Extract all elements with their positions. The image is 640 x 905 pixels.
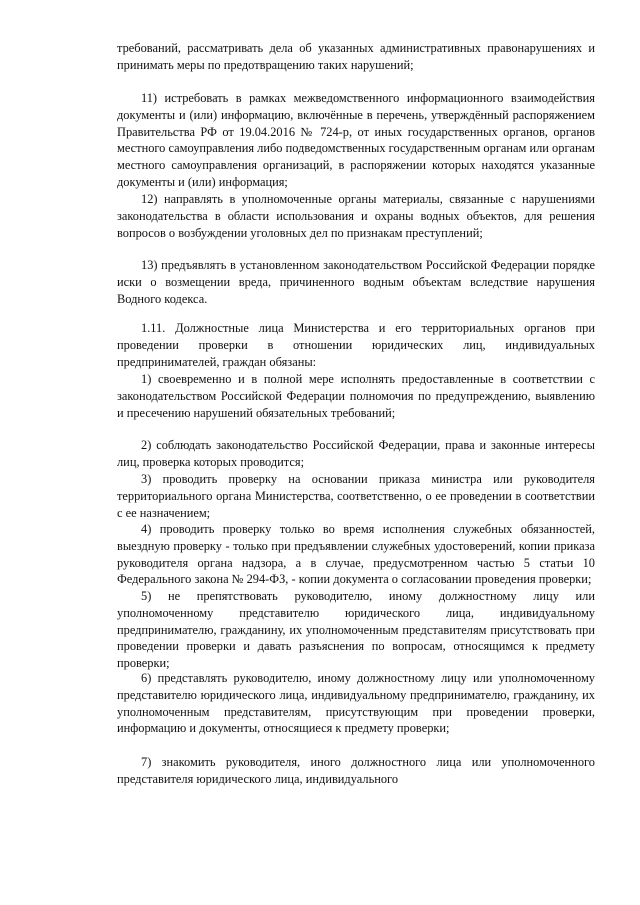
paragraph-duty-5: 5) не препятствовать руководителю, иному должностному лицу или уполномоченному представителю юридического лица, индивидуальному предпринимателю, гражданину, их уполномоченным представителям присутствовать при проведении проверки и давать разъяснения по вопросам, относящимся к предмету проверки; <box>117 589 595 671</box>
paragraph-duty-1: 1) своевременно и в полной мере исполнять предоставленные в соответствии с законодательством Российской Федерации полномочия по предупреждению, выявлению и пресечению нарушений обязательных требований; <box>117 372 595 420</box>
paragraph-duty-3: 3) проводить проверку на основании приказа министра или руководителя территориального органа Министерства, соответственно, о ее проведении в соответствии с ее назначением; <box>117 472 595 520</box>
paragraph-item-12: 12) направлять в уполномоченные органы материалы, связанные с нарушениями законодательства в области использования и охраны водных объектов, для решения вопросов о возбуждении уголовных дел по признакам преступлений; <box>117 192 595 240</box>
paragraph-item-11: 11) истребовать в рамках межведомственного информационного взаимодействия документы и (или) информацию, включённые в перечень, утверждённый распоряжением Правительства РФ от 19.04.2016 № 724-р, от иных государственных органов, органов местного самоуправления либо подведомственных государственным органам или органам местного самоуправления организаций, в распоряжении которых находятся указанные документы и (или) информация; <box>117 91 595 189</box>
paragraph-duty-6: 6) представлять руководителю, иному должностному лицу или уполномоченному представителю юридического лица, индивидуальному предпринимателю, гражданину, их уполномоченным представителям, присутствующим при проведении проверки, информацию и документы, относящиеся к предмету проверки; <box>117 671 595 736</box>
paragraph-duty-2: 2) соблюдать законодательство Российской Федерации, права и законные интересы лиц, проверка которых проводится; <box>117 438 595 469</box>
paragraph-duty-4: 4) проводить проверку только во время исполнения служебных обязанностей, выездную проверку - только при предъявлении служебных удостоверений, копии приказа руководителя органа надзора, а в случае, предусмотренном частью 5 статьи 10 Федерального закона № 294-ФЗ, - копии документа о согласовании проведения проверки; <box>117 522 595 587</box>
paragraph-continuation: требований, рассматривать дела об указанных административных правонарушениях и принимать меры по предотвращению таких нарушений; <box>117 41 595 72</box>
paragraph-duty-7: 7) знакомить руководителя, иного должностного лица или уполномоченного представителя юридического лица, индивидуального <box>117 755 595 786</box>
paragraph-item-13: 13) предъявлять в установленном законодательством Российской Федерации порядке иски о возмещении вреда, причиненного водным объектам вследствие нарушения Водного кодекса. <box>117 258 595 306</box>
paragraph-section-1-11: 1.11. Должностные лица Министерства и его территориальных органов при проведении проверки в отношении юридических лиц, индивидуальных предпринимателей, граждан обязаны: <box>117 321 595 369</box>
